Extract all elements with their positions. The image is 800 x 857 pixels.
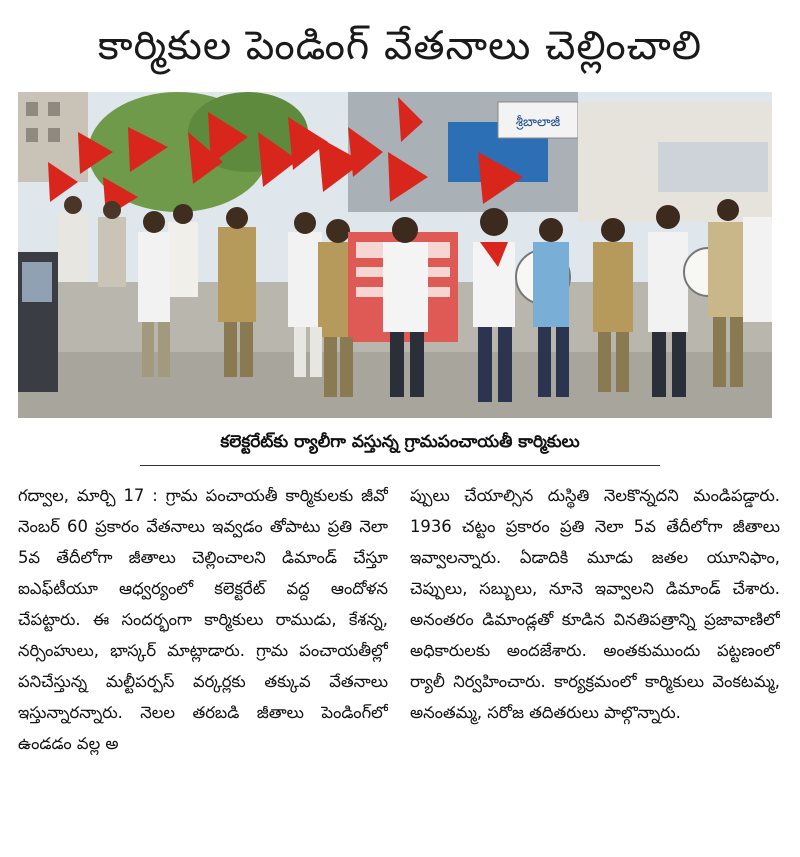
rally-photo [18, 92, 772, 418]
article-headline: కార్మికుల పెండింగ్ వేతనాలు చెల్లించాలి [97, 23, 703, 69]
article-column-right [410, 480, 780, 852]
article-paragraph: గద్వాల, మార్చి 17 : గ్రామ పంచాయతీ కార్మికులకు జీవో నెంబర్ 60 ప్రకారం వేతనాలు ఇవ్వడం తోపాటు ప్రతి నెలా 5వ తేదీలోగా జీతాలు చెల్లించాలని డిమాండ్ చేస్తూ ఐఎఫ్‌టీయూ ఆధ్వర్యంలో కలెక్టరేట్ వద్ద ఆందోళన చేపట్టారు. ఈ సందర్భంగా కార్మికులు రాముడు, కేశన్న, నర్సింహులు, భాస్కర్ మాట్లాడారు. గ్రామ పంచాయతీల్లో పనిచేస్తున్న మల్టీపర్పస్ వర్కర్లకు తక్కువ వేతనాలు ఇస్తున్నారన్నారు. నెలల తరబడి జీతాలు పెండింగ్‌లో ఉండడం వల్ల అ [18, 486, 388, 753]
article-paragraph: ప్పులు చేయాల్సిన దుస్థితి నెలకొన్నదని మండిపడ్డారు. 1936 చట్టం ప్రకారం ప్రతి నెలా 5వ తేదీలోగా జీతాలు ఇవ్వాలన్నారు. ఏడాదికి మూడు జతల యూనిఫాం, చెప్పులు, సబ్బులు, నూనె ఇవ్వాలని డిమాండ్ చేశారు. అనంతరం డిమాండ్లతో కూడిన వినతిపత్రాన్ని ప్రజావాణిలో అధికారులకు అందజేశారు. అంతకుముందు పట్టణంలో ర్యాలీ నిర్వహించారు. కార్యక్రమంలో కార్మికులు వెంకటమ్మ, అనంతమ్మ, సరోజ తదితరులు పాల్గొన్నారు. [410, 486, 780, 722]
photo-caption: కలెక్టరేట్‌కు ర్యాలీగా వస్తున్న గ్రామపంచాయతీ కార్మికులు [220, 432, 580, 452]
article-column-left [18, 480, 388, 852]
caption-divider [140, 465, 660, 466]
shop-sign: శ్రీబాలాజీ [515, 115, 561, 130]
